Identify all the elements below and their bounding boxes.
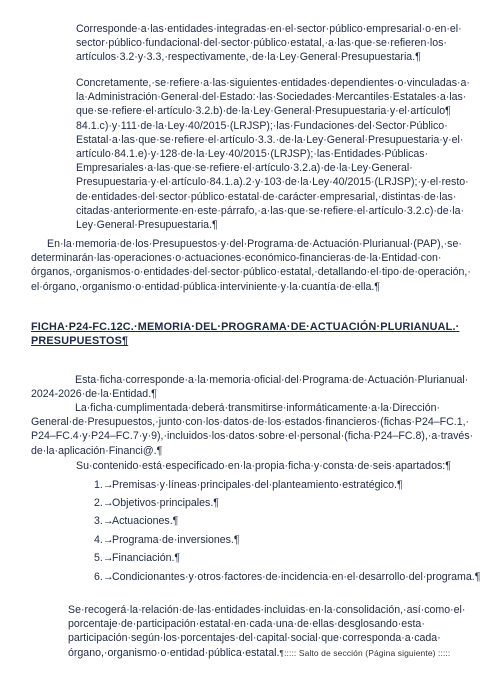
text-line: citadas·anteriormente·en·este·párrafo,·a·las·que·se·refiere·el·artículo·3.2.c)·de·la· [76,204,464,217]
text-line: artículo·84.1.e)·y·128·de·la·Ley·40/2015·(LRJSP);·las·Entidades·Públicas· [76,148,429,161]
text-line: Presupuestaria·y·el·artículo·84.1.a).2·y·103·de·la·Ley·40/2015·(LRJSP);·y·el·resto· [76,176,469,189]
list-number: 3.→ [94,515,114,527]
paragraph-2 [76,76,474,232]
list-number: 2.→ [94,497,114,509]
paragraph-7 [68,603,474,660]
section-break-marker: ¶::::: Salto de sección (Página siguiente) ::::: [279,647,451,658]
list-item [94,478,474,492]
text-line: Se·recogerá·la·relación·de·las·entidades·incluidas·en·la·consolidación,·así·como·el· [68,604,466,616]
list-text: Financiación.¶ [112,552,181,564]
text-line: 2024-2026·de·la·Entidad.¶ [31,388,157,401]
list-item [94,514,474,528]
text-line: Estatal·a·las·que·se·refiere·el·artículo·3.3.·de·la·Ley·General·Presupuestaria·y·el· [76,133,464,146]
paragraph-5 [31,401,475,458]
text-line: Empresariales·a·las·que·se·refiere·el·artículo·3.2.a)·de·la·Ley·General· [76,162,413,175]
list-item [94,496,474,510]
text-line: la·Administración·General·del·Estado:·las·Sociedades·Mercantiles·Estatales·a·las· [76,91,467,104]
list-text: Programa·de·inversiones.¶ [112,534,240,546]
text-line: artículos·3.2·y·3.3,·respectivamente,·de·la·Ley·General·Presupuestaria.¶ [76,51,421,64]
paragraph-3 [31,237,475,294]
text-line: En·la·memoria·de·los·Presupuestos·y·del·Programa·de·Actuación·Plurianual·(PAP),·se· [47,238,462,250]
list-item [94,533,474,547]
list-text: Actuaciones.¶ [112,515,179,527]
paragraph-4 [31,373,475,401]
last-line-text: órgano,·organismo·o·entidad·pública·estatal. [68,646,280,659]
text-line: sector·público·fundacional·del·sector·público·estatal,·a·las·que·se·refieren·los· [76,37,447,50]
text-line: Concretamente,·se·refiere·a·las·siguientes·entidades·dependientes·o·vinculadas·a· [76,77,470,89]
text-line: el·órgano,·organismo·o·entidad·pública·interviniente·y·la·cuantía·de·ella.¶ [31,280,380,293]
list-number: 5.→ [94,552,114,564]
text-line: Su·contenido·está·especificado·en·la·propia·ficha·y·consta·de·seis·apartados:¶ [76,460,451,472]
list-text: Premisas·y·líneas·principales·del·planteamiento·estratégico.¶ [112,479,403,491]
text-line: Corresponde·a·las·entidades·integradas·en·el·sector·público·empresarial·o·en·el· [76,23,462,35]
text-line: Esta·ficha·corresponde·a·la·memoria·oficial·del·Programa·de·Actuación·Plurianual· [75,374,469,386]
text-line: que·se·refiere·el·artículo·3.2.b)·de·la·Ley·General·Presupuestaria·y·el·artículo¶ [76,105,451,118]
list-item [94,570,492,584]
list-text: Condicionantes·y·otros·factores·de·incidencia·en·el·desarrollo·del·programa.¶ [112,571,481,583]
text-line: porcentaje·de·participación·estatal·en·cada·una·de·ellas·desglosando·esta· [68,618,425,631]
list-number: 1.→ [94,479,114,491]
text-line: P24–FC.4·y·P24–FC.7·y·9),·incluidos·los·datos·sobre·el·personal·(ficha·P24–FC.8),·a·través· [31,430,474,443]
text-line: 84.1.c)·y·111·de·la·Ley·40/2015·(LRJSP);·las·Fundaciones·del·Sector·Público· [76,119,448,132]
text-line: determinarán·las·operaciones·o·actuaciones·económico-financieras·de·la·Entidad·con· [31,252,442,265]
heading-line: FICHA·P24-FC.12C.·MEMORIA·DEL·PROGRAMA·DE·ACTUACIÓN·PLURIANUAL.· [31,321,460,333]
text-line: General·de·Presupuestos,·junto·con·los·datos·de·los·estados·financieros·(fichas·P24–FC.1,· [31,416,470,429]
text-line: La·ficha·cumplimentada·deberá·transmitirse·informáticamente·a·la·Dirección· [75,402,441,414]
text-line: órganos,·organismos·o·entidades·del·sector·público·estatal,·detallando·el·tipo·de·operación,· [31,266,471,279]
text-line: participación·según·los·porcentajes·del·capital·social·que·corresponda·a·cada· [68,632,441,645]
text-line [68,646,474,660]
list-text: Objetivos·principales.¶ [112,497,219,509]
text-line: Ley·General·Presupuestaria.¶ [76,219,218,232]
paragraph-1 [76,22,474,65]
section-heading [31,320,473,348]
text-line: de·entidades·del·sector·público·estatal·de·carácter·empresarial,·distintas·de·las· [76,190,457,203]
text-line: de·la·aplicación·Financi@.¶ [31,444,163,457]
list-number: 4.→ [94,534,114,546]
list-item [94,551,474,565]
paragraph-6 [76,459,476,473]
heading-line: PRESUPUESTOS¶ [31,335,129,348]
list-number: 6.→ [94,571,114,583]
